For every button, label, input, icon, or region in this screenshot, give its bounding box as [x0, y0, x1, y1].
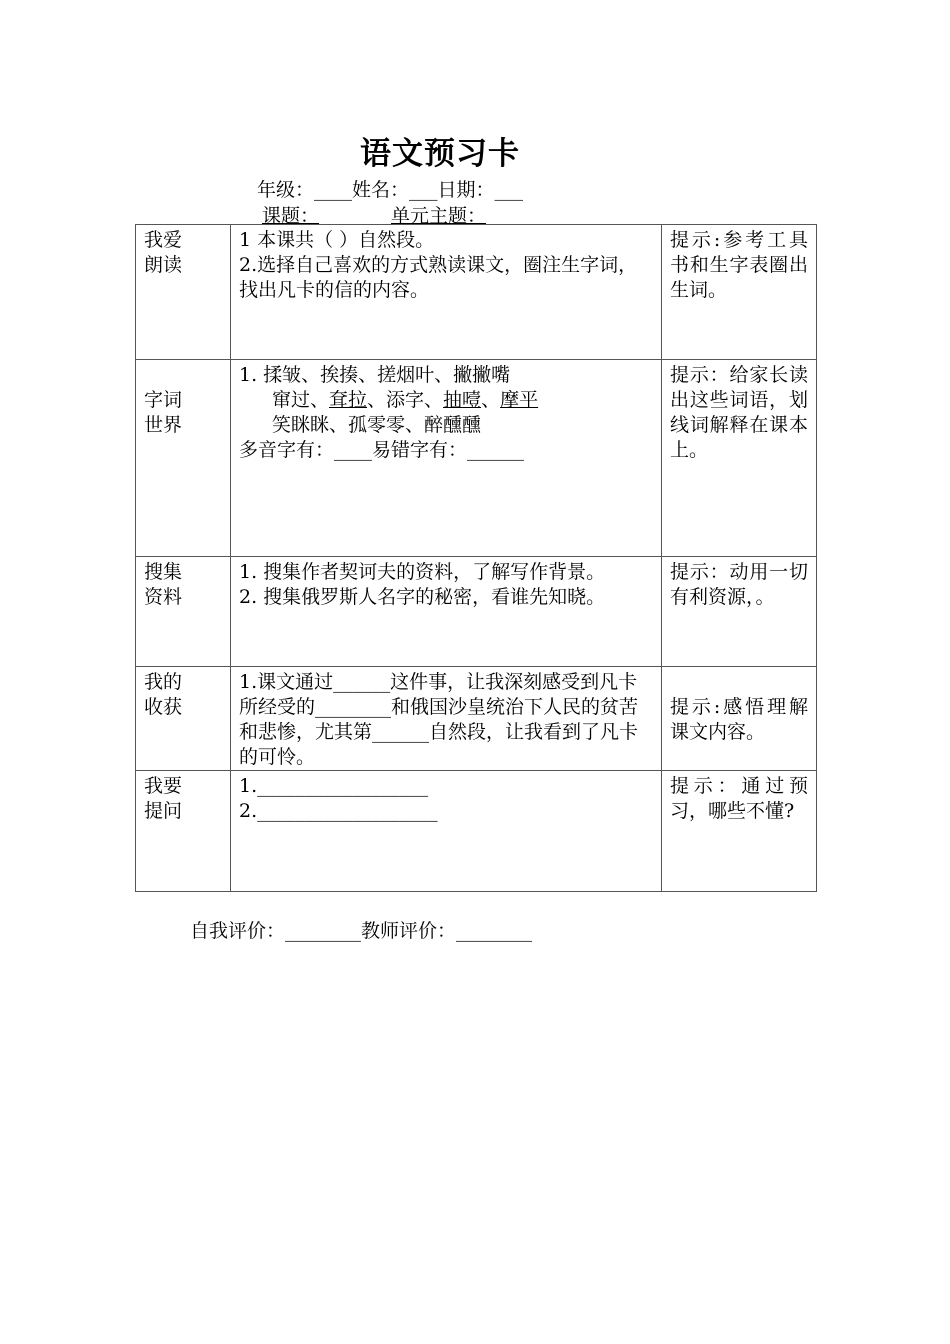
- row-header-collect: 搜集 资料: [136, 557, 231, 667]
- row-header-gain: 我的 收获: [136, 667, 231, 771]
- row-content-gain: 1.课文通过______这件事，让我深刻感受到凡卡所经受的________和俄国沙皇统治下人民的贫苦和悲惨，尤其第______自然段，让我看到了凡卡的可怜。: [231, 667, 662, 771]
- table-row: [136, 225, 817, 360]
- row-header-words: 字词 世界: [136, 360, 231, 557]
- table-row: [136, 557, 817, 667]
- row-content-collect: [231, 557, 662, 667]
- reading-item-2: 2.选择自己喜欢的方式熟读课文，圈注生字词，找出凡卡的信的内容。: [239, 254, 638, 301]
- table-row: [136, 771, 817, 892]
- row-tip-gain: 提示:感悟理解课文内容。: [662, 667, 817, 771]
- row-tip-words: 提示：给家长读出这些词语，划线词解释在课本上。: [662, 360, 817, 557]
- table-row: [136, 667, 817, 771]
- collect-item-1: 1. 搜集作者契诃夫的资料，了解写作背景。: [239, 561, 606, 583]
- row-content-question: [231, 771, 662, 892]
- row-content-reading: [231, 225, 662, 360]
- word-text: 窜过、: [272, 389, 330, 411]
- words-line-1: 1. 揉皱、挨揍、搓烟叶、撇撇嘴: [239, 364, 511, 386]
- question-item-1: 1.__________________: [239, 775, 429, 797]
- row-header-reading: 我爱 朗读: [136, 225, 231, 360]
- lesson-label: 课题：: [262, 205, 320, 227]
- evaluation-footer: 自我评价：________教师评价：________: [190, 920, 533, 942]
- grade-name-date-line: 年级：____姓名：___日期：___: [257, 179, 524, 201]
- word-text: 、添字、: [367, 389, 444, 411]
- table-row: [136, 360, 817, 557]
- words-line-4: 多音字有：____易错字有：______: [239, 439, 525, 461]
- underlined-word: 摩平: [500, 389, 539, 411]
- word-text: 、: [481, 389, 501, 411]
- page-title: 语文预习卡: [360, 136, 520, 172]
- words-line-3: 笑眯眯、孤零零、醉醺醺: [272, 414, 482, 436]
- preview-card-table: [135, 224, 817, 892]
- row-header-question: 我要 提问: [136, 771, 231, 892]
- underlined-word: 抽噎: [443, 389, 482, 411]
- words-line-2: [239, 388, 653, 413]
- row-tip-collect: 提示：动用一切有利资源，。: [662, 557, 817, 667]
- underlined-word: 耷拉: [329, 389, 368, 411]
- collect-item-2: 2. 搜集俄罗斯人名字的秘密，看谁先知晓。: [239, 586, 606, 608]
- question-item-2: 2.___________________: [239, 800, 438, 822]
- row-tip-reading: 提示:参考工具书和生字表圈出生词。: [662, 225, 817, 360]
- row-content-words: [231, 360, 662, 557]
- unit-theme-label: 单元主题：: [391, 205, 487, 227]
- reading-item-1: 1 本课共（ ）自然段。: [239, 229, 435, 251]
- row-tip-question: 提示：通过预习，哪些不懂?: [662, 771, 817, 892]
